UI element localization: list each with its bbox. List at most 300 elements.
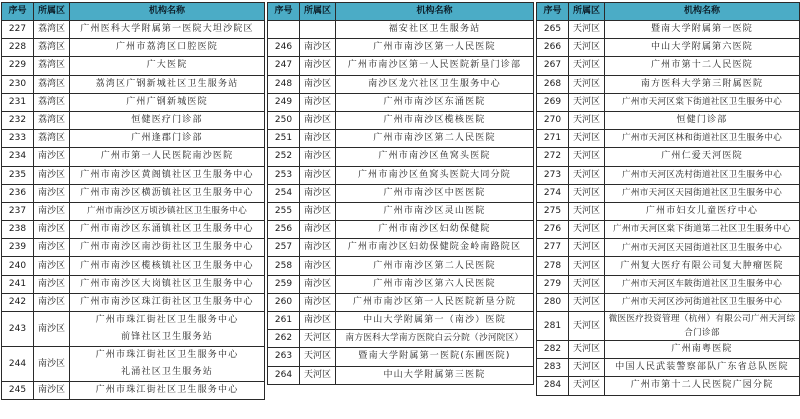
cell-name-line: 广州市南沙区第二人民医院	[373, 133, 496, 144]
cell-name-line: 广州复大医疗有限公司复大肿瘤医院	[620, 260, 784, 271]
cell-name	[70, 202, 265, 220]
cell-name	[70, 21, 265, 39]
cell-name-line: 广州市南沙区第一人民医院新垦分院	[352, 296, 517, 307]
table-row	[2, 75, 265, 93]
cell-district: 天河区	[569, 257, 605, 275]
cell-no: 274	[537, 184, 569, 202]
cell-name	[605, 111, 800, 129]
cell-name-line: 广州市南沙区榄核镇社区卫生服务中心	[80, 260, 254, 271]
cell-name	[605, 202, 800, 220]
table-row	[2, 221, 265, 239]
table-row	[268, 221, 534, 239]
cell-district: 南沙区	[300, 221, 336, 239]
cell-name	[70, 148, 265, 166]
table-row	[2, 257, 265, 275]
cell-name-line: 礼涌社区卫生服务站	[121, 367, 213, 377]
cell-no: 238	[2, 221, 34, 239]
cell-name-line: 前锋社区卫生服务站	[121, 332, 213, 342]
cell-no: 271	[537, 130, 569, 148]
cell-name	[605, 148, 800, 166]
cell-no: 235	[2, 166, 34, 184]
cell-no: 246	[268, 39, 300, 57]
table-row	[537, 93, 800, 111]
cell-no: 273	[537, 166, 569, 184]
table-row	[268, 366, 534, 384]
cell-district: 天河区	[569, 377, 605, 395]
cell-district: 天河区	[569, 57, 605, 75]
cell-name-line: 广州市南沙区大岗镇社区卫生服务中心	[80, 278, 254, 289]
header-district: 所属区	[569, 3, 605, 21]
cell-name	[336, 21, 534, 39]
table-row	[537, 239, 800, 257]
cell-name-line: 广州市妇女儿童医疗中心	[645, 205, 759, 216]
cell-no: 277	[537, 239, 569, 257]
cell-name-line: 广州市南沙区妇幼保健院	[378, 224, 491, 235]
cell-district: 天河区	[569, 111, 605, 129]
table-row	[268, 130, 534, 148]
cell-district: 南沙区	[300, 166, 336, 184]
cell-no: 228	[2, 39, 34, 57]
cell-no: 265	[537, 21, 569, 39]
cell-name-line: 广州市天河区棠下街道社区卫生服务中心	[621, 97, 783, 108]
table-row	[537, 293, 800, 311]
cell-no: 233	[2, 130, 34, 148]
cell-name-line: 广州广钢新城医院	[126, 96, 208, 107]
cell-district: 南沙区	[300, 239, 336, 257]
cell-district: 南沙区	[34, 184, 70, 202]
cell-name-line: 荔湾区广钢新城社区卫生服务站	[95, 78, 239, 89]
table-row	[268, 75, 534, 93]
cell-name	[336, 166, 534, 184]
cell-name-line: 广州市南沙区鱼窝头医院	[378, 151, 491, 162]
cell-district: 南沙区	[34, 221, 70, 239]
cell-district: 南沙区	[300, 293, 336, 311]
cell-no: 258	[268, 257, 300, 275]
cell-no: 272	[537, 148, 569, 166]
table-row	[2, 312, 265, 347]
cell-no: 231	[2, 93, 34, 111]
cell-name-line: 广州市南沙区第二人民医院	[373, 260, 496, 271]
table-row	[2, 93, 265, 111]
cell-name	[70, 312, 265, 347]
table-row	[268, 275, 534, 293]
cell-district: 天河区	[569, 341, 605, 359]
cell-district: 南沙区	[34, 382, 70, 400]
header-name: 机构名称	[605, 3, 800, 21]
cell-name	[70, 39, 265, 57]
cell-district: 南沙区	[300, 111, 336, 129]
cell-no: 282	[537, 341, 569, 359]
cell-name	[336, 57, 534, 75]
cell-name	[605, 130, 800, 148]
table-row	[537, 221, 800, 239]
cell-name-line: 广州市第十二人民医院广园分院	[630, 380, 774, 391]
cell-name-line: 广州医科大学附属第一医院大坦沙院区	[80, 24, 254, 35]
cell-name	[70, 293, 265, 311]
institution-table-3	[536, 2, 800, 396]
cell-name	[605, 75, 800, 93]
cell-no: 284	[537, 377, 569, 395]
cell-district: 南沙区	[34, 166, 70, 184]
cell-name-line: 中国人民武装警察部队广东省总队医院	[615, 362, 789, 373]
table-row	[2, 166, 265, 184]
cell-district: 南沙区	[300, 148, 336, 166]
cell-name	[336, 93, 534, 111]
cell-name-line: 广州市天河区车陂街道社区卫生服务中心	[621, 278, 783, 289]
cell-name-line: 中山大学附属第六医院	[650, 42, 753, 53]
cell-district: 天河区	[569, 39, 605, 57]
cell-no: 243	[2, 312, 34, 347]
cell-name-line: 广州市南沙区鱼窝头医院大同分院	[357, 169, 511, 180]
cell-district: 天河区	[569, 221, 605, 239]
cell-no: 260	[268, 293, 300, 311]
table-row	[268, 239, 534, 257]
cell-name	[336, 330, 534, 348]
cell-district: 荔湾区	[34, 75, 70, 93]
cell-no: 230	[2, 75, 34, 93]
cell-no: 236	[2, 184, 34, 202]
cell-name-line: 中山大学附属第一（南沙）医院	[363, 315, 506, 326]
table-row	[537, 75, 800, 93]
cell-name	[336, 275, 534, 293]
cell-name	[605, 239, 800, 257]
table-header-row	[268, 3, 534, 21]
cell-no: 247	[268, 57, 300, 75]
cell-district: 南沙区	[300, 130, 336, 148]
cell-name	[605, 257, 800, 275]
cell-name	[336, 75, 534, 93]
cell-no: 232	[2, 111, 34, 129]
cell-name-line: 广州仁爱天河医院	[661, 151, 743, 162]
cell-name-line: 广州市天河区棠下街道第二社区卫生服务中心	[613, 224, 791, 235]
table-header-row	[2, 3, 265, 21]
cell-no: 239	[2, 239, 34, 257]
cell-no: 237	[2, 202, 34, 220]
cell-name-line: 广州市珠江街社区卫生服务中心	[95, 385, 239, 396]
cell-name-line: 广州逢郡门诊部	[131, 133, 203, 144]
cell-name	[336, 39, 534, 57]
cell-no: 227	[2, 21, 34, 39]
cell-name	[605, 341, 800, 359]
cell-no: 268	[537, 75, 569, 93]
cell-district: 南沙区	[34, 347, 70, 382]
cell-name-line: 广州市南沙区第一人民医院新垦门诊部	[347, 60, 522, 71]
cell-name-line: 广州市南沙区东涌医院	[383, 96, 486, 107]
table-row	[2, 275, 265, 293]
cell-name-line: 广州市荔湾区口腔医院	[115, 42, 218, 53]
cell-district: 南沙区	[300, 75, 336, 93]
table-row	[268, 202, 534, 220]
cell-name	[336, 348, 534, 366]
cell-no: 249	[268, 93, 300, 111]
table-row	[2, 57, 265, 75]
cell-district: 荔湾区	[34, 57, 70, 75]
cell-district	[300, 21, 336, 39]
cell-name	[70, 166, 265, 184]
cell-no: 276	[537, 221, 569, 239]
cell-district: 南沙区	[300, 257, 336, 275]
cell-name-line: 恒健门诊部	[676, 115, 728, 126]
table-row	[268, 57, 534, 75]
cell-no: 241	[2, 275, 34, 293]
cell-name	[336, 293, 534, 311]
header-district: 所属区	[34, 3, 70, 21]
cell-name-line: 广州市南沙区妇幼保健院金岭南路院区	[347, 242, 522, 253]
table-row	[268, 166, 534, 184]
cell-name	[605, 221, 800, 239]
cell-name	[605, 57, 800, 75]
cell-name	[336, 366, 534, 384]
table-row	[2, 184, 265, 202]
cell-name-line: 南方医科大学南方医院白云分院（沙河院区）	[345, 333, 524, 344]
cell-name-line: 广州市南沙区南沙街社区卫生服务中心	[80, 242, 254, 253]
cell-district: 天河区	[569, 312, 605, 341]
cell-name	[605, 39, 800, 57]
cell-no: 263	[268, 348, 300, 366]
cell-district: 荔湾区	[34, 130, 70, 148]
cell-no: 253	[268, 166, 300, 184]
cell-district: 天河区	[569, 184, 605, 202]
cell-name-line: 广州市南沙区东涌镇社区卫生服务中心	[80, 224, 254, 235]
table-row	[2, 39, 265, 57]
cell-name	[70, 382, 265, 400]
cell-district: 天河区	[569, 21, 605, 39]
header-district: 所属区	[300, 3, 336, 21]
cell-name-line: 广州市天河区冼村街道社区卫生服务中心	[621, 169, 783, 180]
cell-no: 248	[268, 75, 300, 93]
cell-name-line: 南沙区龙穴社区卫生服务中心	[368, 78, 501, 89]
table-row	[537, 341, 800, 359]
cell-district: 南沙区	[34, 202, 70, 220]
cell-name	[605, 359, 800, 377]
cell-no: 250	[268, 111, 300, 129]
cell-name-line: 暨南大学附属第一医院	[650, 24, 753, 35]
table-row	[537, 275, 800, 293]
cell-name-line: 广州市天河区天园街道社区卫生服务中心	[621, 242, 783, 253]
cell-no: 279	[537, 275, 569, 293]
cell-district: 南沙区	[300, 312, 336, 330]
table-row	[537, 202, 800, 220]
cell-district: 天河区	[300, 330, 336, 348]
cell-no: 275	[537, 202, 569, 220]
table-row	[2, 111, 265, 129]
cell-name	[605, 293, 800, 311]
header-no: 序号	[537, 3, 569, 21]
cell-district: 天河区	[569, 202, 605, 220]
cell-name-line: 恒健医疗门诊部	[131, 115, 203, 126]
cell-name-line: 广州市珠江街社区卫生服务中心	[95, 315, 239, 325]
cell-name	[70, 221, 265, 239]
cell-name	[70, 93, 265, 111]
table-row	[268, 312, 534, 330]
table-row	[268, 21, 534, 39]
cell-no: 252	[268, 148, 300, 166]
cell-name-line: 广州市南沙区第六人民医院	[373, 278, 496, 289]
cell-name-line: 广州市第一人民医院南沙医院	[100, 151, 234, 162]
cell-name-line: 广大医院	[146, 60, 188, 71]
table-header-row	[537, 3, 800, 21]
cell-district: 南沙区	[300, 184, 336, 202]
cell-no: 245	[2, 382, 34, 400]
cell-no: 264	[268, 366, 300, 384]
cell-name	[336, 221, 534, 239]
header-no: 序号	[268, 3, 300, 21]
cell-name-line: 广州市天河区林和街道社区卫生服务中心	[621, 133, 783, 144]
cell-no: 257	[268, 239, 300, 257]
cell-district: 南沙区	[300, 39, 336, 57]
cell-name-line: 微医医疗投资管理（杭州）有限公司广州天河综	[608, 314, 796, 324]
cell-name	[336, 312, 534, 330]
table-row	[537, 111, 800, 129]
cell-name	[605, 184, 800, 202]
table-row	[537, 21, 800, 39]
cell-name-line: 广州市南沙区榄核医院	[383, 115, 486, 126]
cell-district: 南沙区	[34, 293, 70, 311]
cell-name-line: 广州市南沙区珠江街社区卫生服务中心	[80, 296, 254, 307]
cell-no: 266	[537, 39, 569, 57]
cell-district: 天河区	[300, 366, 336, 384]
cell-name-line: 合门诊部	[684, 328, 720, 338]
cell-district: 天河区	[569, 75, 605, 93]
table-row	[537, 166, 800, 184]
cell-district: 荔湾区	[34, 111, 70, 129]
cell-no: 244	[2, 347, 34, 382]
cell-name-line: 广州市南沙区横沥镇社区卫生服务中心	[80, 187, 254, 198]
table-row	[537, 359, 800, 377]
cell-name	[605, 312, 800, 341]
table-row	[2, 293, 265, 311]
cell-name	[336, 184, 534, 202]
header-name: 机构名称	[336, 3, 534, 21]
cell-name	[605, 377, 800, 395]
cell-name	[336, 130, 534, 148]
cell-no: 280	[537, 293, 569, 311]
cell-name-line: 广州南粤医院	[671, 344, 733, 355]
table-row	[268, 93, 534, 111]
institution-table-2	[267, 2, 534, 385]
cell-district: 南沙区	[34, 239, 70, 257]
cell-name-line: 广州市珠江街社区卫生服务中心	[95, 350, 239, 360]
cell-district: 南沙区	[34, 312, 70, 347]
table-row	[268, 111, 534, 129]
cell-district: 天河区	[569, 93, 605, 111]
table-row	[537, 312, 800, 341]
table-row	[537, 377, 800, 395]
cell-name	[336, 257, 534, 275]
cell-name	[336, 202, 534, 220]
cell-no: 267	[537, 57, 569, 75]
table-row	[537, 130, 800, 148]
table-row	[2, 148, 265, 166]
cell-no: 256	[268, 221, 300, 239]
table-row	[2, 382, 265, 400]
cell-district: 南沙区	[300, 57, 336, 75]
table-row	[268, 184, 534, 202]
cell-name-line: 福安社区卫生服务站	[388, 24, 481, 35]
cell-name	[336, 239, 534, 257]
header-no: 序号	[2, 3, 34, 21]
cell-name	[70, 184, 265, 202]
cell-district: 南沙区	[300, 275, 336, 293]
cell-district: 南沙区	[34, 257, 70, 275]
cell-no: 283	[537, 359, 569, 377]
cell-no: 269	[537, 93, 569, 111]
cell-district: 天河区	[569, 293, 605, 311]
cell-name-line: 中山大学附属第三医院	[383, 369, 486, 380]
table-row	[268, 39, 534, 57]
cell-name	[605, 21, 800, 39]
cell-no: 234	[2, 148, 34, 166]
cell-name-line: 广州市南沙区中医医院	[383, 187, 486, 198]
table-row	[2, 202, 265, 220]
cell-name-line: 广州市天河区沙河街道社区卫生服务中心	[621, 297, 783, 308]
institution-table-1	[1, 2, 265, 400]
cell-name	[336, 111, 534, 129]
cell-no: 229	[2, 57, 34, 75]
cell-district: 荔湾区	[34, 93, 70, 111]
cell-no: 259	[268, 275, 300, 293]
cell-name-line: 广州市南沙区灵山医院	[383, 205, 486, 216]
cell-no: 251	[268, 130, 300, 148]
table-row	[537, 257, 800, 275]
table-row	[268, 348, 534, 366]
cell-name	[605, 275, 800, 293]
cell-name	[605, 166, 800, 184]
cell-name-line: 暨南大学附属第一医院(东圃医院)	[358, 351, 511, 362]
cell-name-line: 广州市第十二人民医院	[650, 60, 753, 71]
cell-no: 254	[268, 184, 300, 202]
cell-no: 240	[2, 257, 34, 275]
cell-district: 天河区	[569, 148, 605, 166]
cell-name	[70, 257, 265, 275]
cell-no: 242	[2, 293, 34, 311]
cell-name	[70, 347, 265, 382]
table-row	[268, 257, 534, 275]
cell-name-line: 广州市南沙区第一人民医院	[373, 42, 496, 53]
cell-no	[268, 21, 300, 39]
cell-district: 南沙区	[300, 93, 336, 111]
table-row	[537, 148, 800, 166]
cell-name	[70, 75, 265, 93]
table-row	[268, 148, 534, 166]
cell-district: 天河区	[569, 130, 605, 148]
cell-district: 天河区	[569, 275, 605, 293]
cell-no: 270	[537, 111, 569, 129]
cell-no: 262	[268, 330, 300, 348]
cell-no: 281	[537, 312, 569, 341]
cell-district: 天河区	[569, 359, 605, 377]
header-name: 机构名称	[70, 3, 265, 21]
cell-name	[70, 130, 265, 148]
cell-district: 荔湾区	[34, 39, 70, 57]
table-row	[268, 293, 534, 311]
table-row	[2, 130, 265, 148]
cell-district: 天河区	[300, 348, 336, 366]
cell-district: 荔湾区	[34, 21, 70, 39]
table-row	[2, 239, 265, 257]
cell-no: 278	[537, 257, 569, 275]
table-row	[268, 330, 534, 348]
table-row	[537, 184, 800, 202]
cell-name-line: 广州市南沙区黄阁镇社区卫生服务中心	[80, 169, 254, 180]
table-row	[2, 21, 265, 39]
cell-district: 南沙区	[34, 275, 70, 293]
cell-name	[70, 239, 265, 257]
table-row	[537, 39, 800, 57]
cell-name-line: 南方医科大学第三附属医院	[640, 78, 764, 89]
cell-name	[605, 93, 800, 111]
table-row	[2, 347, 265, 382]
